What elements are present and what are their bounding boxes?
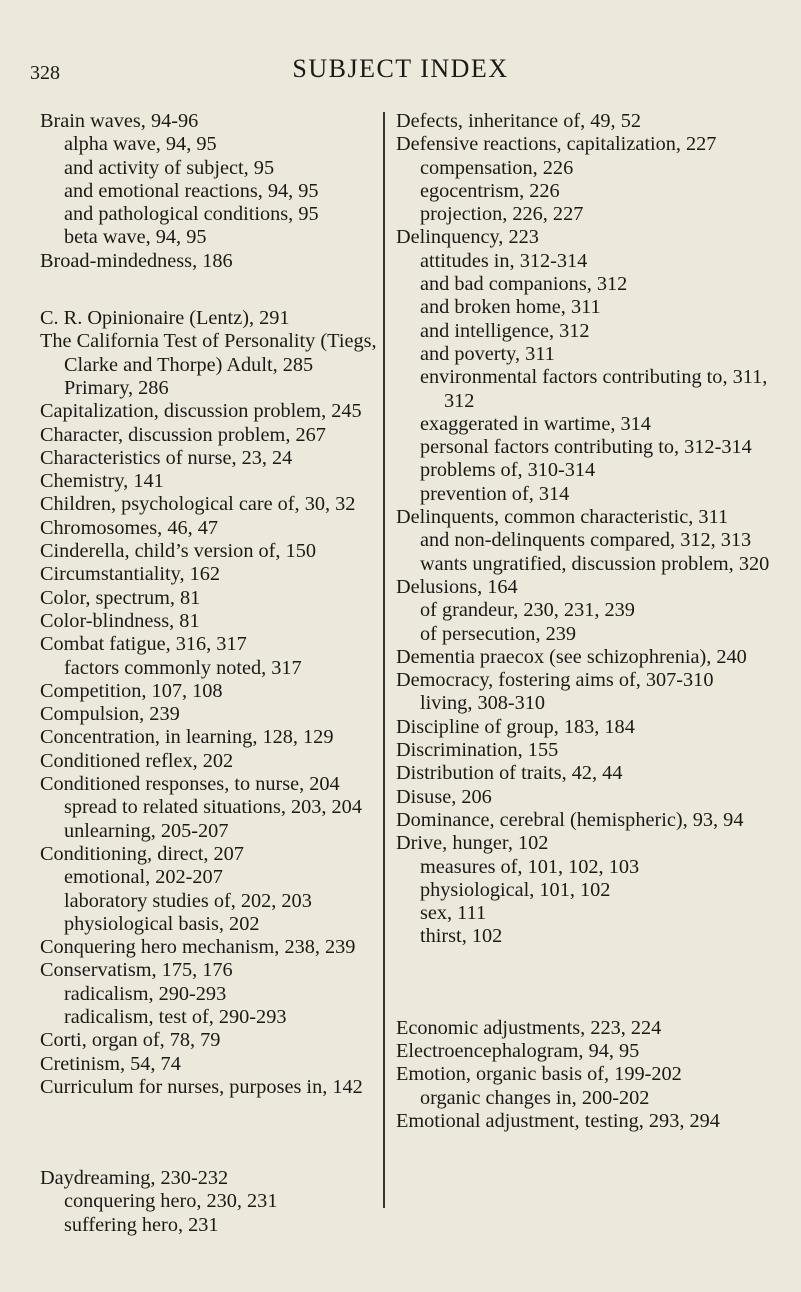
index-subentry: alpha wave, 94, 95: [64, 133, 217, 156]
index-entry: Conservatism, 175, 176: [40, 959, 233, 982]
index-column-left: [40, 110, 378, 1237]
index-entry: The California Test of Personality (Tiegs, Clarke and Thorpe) Adult, 285: [40, 330, 377, 376]
index-subentry: and broken home, 311: [420, 296, 601, 319]
index-subentry: spread to related situations, 203, 204: [64, 796, 362, 819]
running-head: SUBJECT INDEX: [292, 54, 509, 83]
index-entry: Delusions, 164: [396, 575, 518, 598]
index-entry: Delinquents, common characteristic, 311: [396, 506, 729, 529]
index-subentry: and activity of subject, 95: [64, 156, 275, 179]
index-entry: Electroencephalogram, 94, 95: [396, 1039, 640, 1062]
index-entry: Disuse, 206: [396, 785, 492, 808]
index-entry: Children, psychological care of, 30, 32: [40, 493, 356, 516]
index-subentry: laboratory studies of, 202, 203: [64, 889, 312, 912]
index-subentry: problems of, 310-314: [420, 459, 596, 482]
index-entry: Concentration, in learning, 128, 129: [40, 726, 334, 749]
section-gap: [40, 1099, 378, 1167]
index-entry: Discrimination, 155: [396, 739, 559, 762]
index-entry: Cretinism, 54, 74: [40, 1052, 181, 1075]
index-entry: Conditioned responses, to nurse, 204: [40, 773, 340, 796]
index-subentry: projection, 226, 227: [420, 203, 584, 226]
index-entry: Conquering hero mechanism, 238, 239: [40, 936, 356, 959]
index-subentry: living, 308-310: [420, 692, 546, 715]
index-entry: Characteristics of nurse, 23, 24: [40, 446, 293, 469]
index-entry: Curriculum for nurses, purposes in, 142: [40, 1075, 363, 1098]
index-subentry: measures of, 101, 102, 103: [420, 855, 640, 878]
index-subentry: prevention of, 314: [420, 482, 570, 505]
index-entry: Color, spectrum, 81: [40, 586, 201, 609]
index-subentry: sex, 111: [420, 902, 487, 925]
index-subentry: personal factors contributing to, 312-314: [420, 436, 752, 459]
index-entry: Capitalization, discussion problem, 245: [40, 400, 362, 423]
index-entry: Economic adjustments, 223, 224: [396, 1016, 662, 1039]
index-entry: Circumstantiality, 162: [40, 563, 221, 586]
index-subentry: emotional, 202-207: [64, 866, 223, 889]
index-subentry: and poverty, 311: [420, 342, 555, 365]
index-subentry: radicalism, 290-293: [64, 982, 227, 1005]
index-subentry: beta wave, 94, 95: [64, 226, 207, 249]
index-entry: Broad-mindedness, 186: [40, 249, 233, 272]
index-subentry: of persecution, 239: [420, 622, 577, 645]
section-gap: [396, 949, 771, 1017]
index-subentry: organic changes in, 200-202: [420, 1086, 650, 1109]
index-entry: Drive, hunger, 102: [396, 832, 549, 855]
index-entry: Character, discussion problem, 267: [40, 423, 326, 446]
page-number: 328: [30, 62, 60, 84]
index-subentry: egocentrism, 226: [420, 179, 560, 202]
index-entry: Emotion, organic basis of, 199-202: [396, 1063, 682, 1086]
index-entry: Chemistry, 141: [40, 470, 164, 493]
index-entry: Delinquency, 223: [396, 226, 539, 249]
index-subentry: and emotional reactions, 94, 95: [64, 179, 319, 202]
index-subentry: physiological, 101, 102: [420, 878, 611, 901]
index-subentry: Primary, 286: [64, 376, 169, 399]
index-subentry: thirst, 102: [420, 925, 503, 948]
index-entry: Cinderella, child’s version of, 150: [40, 540, 316, 563]
index-entry: Chromosomes, 46, 47: [40, 516, 219, 539]
index-entry: Defects, inheritance of, 49, 52: [396, 110, 641, 132]
index-subentry: unlearning, 205-207: [64, 819, 229, 842]
index-entry: C. R. Opinionaire (Lentz), 291: [40, 307, 290, 330]
index-entry: Democracy, fostering aims of, 307-310: [396, 669, 714, 692]
index-subentry: wants ungratified, discussion problem, 320: [420, 552, 770, 575]
index-entry: Color-blindness, 81: [40, 609, 200, 632]
column-divider: [383, 112, 385, 1208]
index-subentry: and non-delinquents compared, 312, 313: [420, 529, 752, 552]
index-entry: Emotional adjustment, testing, 293, 294: [396, 1109, 720, 1132]
index-entry: Dominance, cerebral (hemispheric), 93, 94: [396, 808, 744, 831]
index-entry: Corti, organ of, 78, 79: [40, 1029, 221, 1052]
index-subentry: of grandeur, 230, 231, 239: [420, 599, 635, 622]
index-subentry: attitudes in, 312-314: [420, 249, 588, 272]
index-subentry: and intelligence, 312: [420, 319, 590, 342]
index-entry: Competition, 107, 108: [40, 679, 223, 702]
index-subentry: and bad companions, 312: [420, 273, 628, 296]
index-subentry: exaggerated in wartime, 314: [420, 412, 651, 435]
index-subentry: suffering hero, 231: [64, 1213, 219, 1236]
index-entry: Defensive reactions, capitalization, 227: [396, 133, 717, 156]
index-entry: Conditioning, direct, 207: [40, 842, 244, 865]
index-column-right: [396, 110, 771, 1133]
index-entry: Combat fatigue, 316, 317: [40, 633, 247, 656]
index-subentry: compensation, 226: [420, 156, 574, 179]
index-subentry: and pathological conditions, 95: [64, 203, 319, 226]
index-entry: Discipline of group, 183, 184: [396, 715, 635, 738]
index-entry: Distribution of traits, 42, 44: [396, 762, 623, 785]
index-subentry: radicalism, test of, 290-293: [64, 1005, 287, 1028]
index-entry: Brain waves, 94-96: [40, 110, 199, 132]
section-gap: [40, 273, 378, 307]
index-subentry: environmental factors contributing to, 311, 312: [420, 366, 768, 412]
index-entry: Conditioned reflex, 202: [40, 749, 234, 772]
index-entry: Compulsion, 239: [40, 703, 180, 726]
index-subentry: factors commonly noted, 317: [64, 656, 302, 679]
index-entry: Dementia praecox (see schizophrenia), 240: [396, 645, 747, 668]
index-subentry: conquering hero, 230, 231: [64, 1190, 278, 1213]
index-subentry: physiological basis, 202: [64, 912, 260, 935]
index-entry: Daydreaming, 230-232: [40, 1167, 229, 1190]
